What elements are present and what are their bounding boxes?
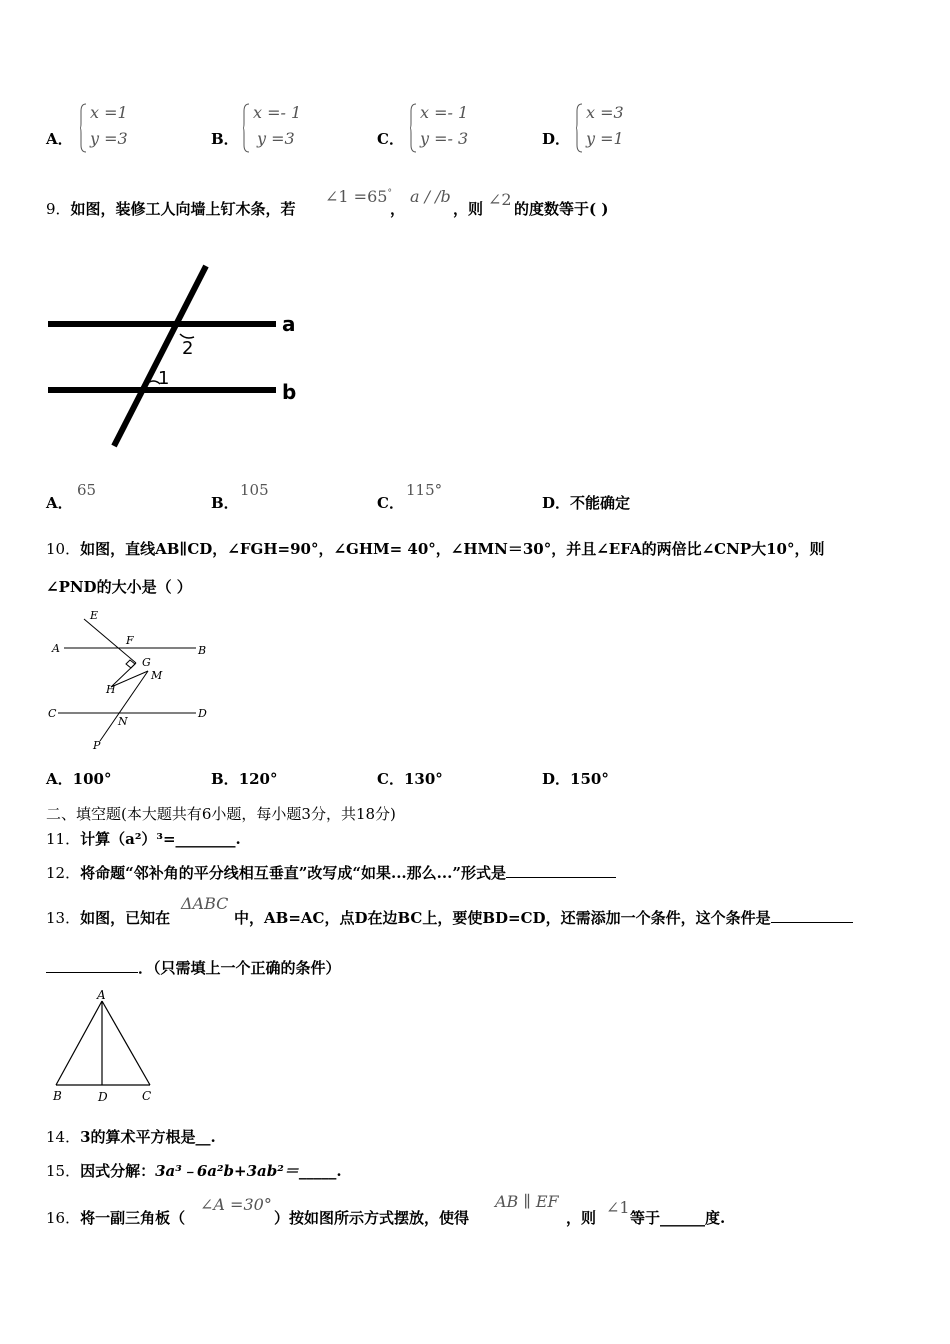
q8-option-d-line2: y =1 — [586, 129, 624, 148]
q8-option-a-system — [80, 103, 160, 155]
q15: 15．因式分解：3a³﹣6a²b+3ab²＝_____. — [46, 1162, 342, 1180]
q13-text2: 中，AB=AC，点D在边BC上，要使BD=CD，还需添加一个条件，这个条件是 — [234, 907, 853, 928]
q8-option-b-system — [243, 103, 323, 155]
q10-label-a: A — [52, 642, 60, 655]
section2-title: 二、填空题(本大题共有6小题，每小题3分，共18分) — [46, 805, 396, 823]
brace-icon — [80, 103, 86, 153]
q15-expression: 3a³﹣6a²b+3ab²＝ — [155, 1162, 299, 1180]
q16-text4: 等于______度. — [630, 1209, 726, 1227]
q12-answer-blank[interactable] — [506, 863, 616, 878]
q13-line2: ．（只需填上一个正确的条件） — [46, 957, 341, 978]
q10-option-d: D．150° — [542, 770, 609, 788]
q9-option-b-value: 105 — [240, 481, 269, 499]
q10-stem-line2: ∠PND的大小是（ ） — [46, 578, 192, 596]
q9-option-a-value: 65 — [77, 481, 97, 499]
q13-label-a: A — [97, 988, 106, 1002]
q9-option-c-label: C． — [377, 494, 404, 512]
q8-option-a-line1: x =1 — [90, 103, 128, 122]
q16-stem: 16．将一副三角板（ — [46, 1209, 186, 1227]
q16-math-angle1: ∠1 — [606, 1198, 630, 1217]
q8-option-d-label: D． — [542, 130, 571, 148]
q10-label-e: E — [90, 609, 99, 622]
q9-math-parallel: a / /b — [410, 187, 451, 206]
q10-stem-line1: 10．如图，直线AB∥CD，∠FGH=90°，∠GHM= 40°，∠HMN＝30°，并且∠EFA的两倍比∠CNP大10°，则 — [46, 540, 825, 558]
q10-label-f: F — [126, 634, 134, 647]
q9-stem: 9．如图，装修工人向墙上钉木条，若 — [46, 200, 296, 218]
q11: 11．计算（a²）³=________. — [46, 830, 241, 848]
brace-icon — [243, 103, 249, 153]
q9-label-angle2: 2 — [182, 338, 194, 359]
q10-option-a: A．100° — [46, 770, 112, 788]
q12: 12．将命题“邻补角的平分线相互垂直”改写成“如果...那么...”形式是 — [46, 862, 616, 883]
q10-option-c: C．130° — [377, 770, 443, 788]
q8-option-a-label: A． — [46, 130, 73, 148]
q10-figure — [44, 605, 219, 753]
q13-label-b: B — [53, 1089, 62, 1103]
q9-text2: ，则 — [453, 200, 484, 218]
q9-option-b-label: B． — [211, 494, 239, 512]
q9-figure — [44, 260, 314, 450]
q9-text3: 的度数等于( ) — [514, 200, 609, 218]
q8-option-c-line1: x =- 1 — [420, 103, 469, 122]
q16-text2: ）按如图所示方式摆放，使得 — [274, 1209, 470, 1227]
q9-math-angle1: ∠1 =65° — [325, 187, 392, 206]
q8-option-c-system — [410, 103, 490, 155]
q8-option-a-line2: y =3 — [90, 129, 128, 148]
q10-label-c: C — [48, 707, 57, 720]
q13-answer-blank-1[interactable] — [771, 908, 853, 923]
q10-label-g: G — [142, 656, 151, 669]
q16-math-angle-a: ∠A =30° — [200, 1195, 272, 1214]
q13-math-triangle: ΔABC — [181, 894, 229, 913]
q13-figure — [44, 985, 164, 1107]
q9-label-angle1: 1 — [158, 368, 170, 389]
q13-stem: 13．如图，已知在 — [46, 909, 171, 927]
brace-icon — [576, 103, 582, 153]
q9-separator: ， — [390, 200, 406, 218]
q14: 14．3的算术平方根是__. — [46, 1128, 216, 1146]
q9-option-a-label: A． — [46, 494, 73, 512]
q9-label-a: a — [282, 312, 296, 336]
q10-label-b: B — [198, 644, 207, 657]
q8-option-b-line1: x =- 1 — [253, 103, 302, 122]
q9-label-b: b — [282, 380, 297, 404]
q13-label-c: C — [142, 1089, 152, 1103]
q10-label-m: M — [151, 669, 163, 682]
q13-side-ac — [102, 1001, 150, 1085]
q9-option-d: D．不能确定 — [542, 494, 631, 512]
brace-icon — [410, 103, 416, 153]
q8-option-c-label: C． — [377, 130, 404, 148]
q8-option-d-line1: x =3 — [586, 103, 624, 122]
q8-option-b-label: B． — [211, 130, 239, 148]
q10-option-b: B．120° — [211, 770, 278, 788]
q13-label-d: D — [98, 1090, 108, 1104]
q8-option-c-line2: y =- 3 — [420, 129, 469, 148]
q9-math-angle2: ∠2 — [488, 190, 512, 209]
q13-side-ab — [56, 1001, 102, 1085]
q10-label-d: D — [198, 707, 207, 720]
q9-option-c-value: 115° — [406, 481, 443, 499]
q10-label-n: N — [118, 715, 128, 728]
q10-label-p: P — [93, 739, 101, 752]
q16-text3: ，则 — [566, 1209, 597, 1227]
q10-label-h: H — [106, 683, 116, 696]
q13-answer-blank-2[interactable] — [46, 958, 138, 973]
q8-option-b-line2: y =3 — [257, 129, 295, 148]
q16-math-parallel: AB ∥ EF — [495, 1192, 559, 1211]
q8-option-d-system — [576, 103, 656, 155]
